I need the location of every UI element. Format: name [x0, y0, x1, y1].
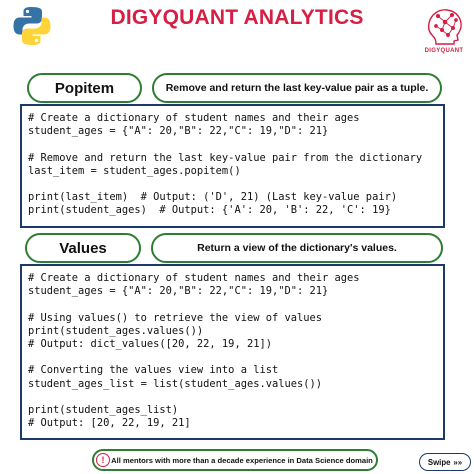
method-pill-popitem	[27, 73, 142, 103]
method-pill-values	[25, 233, 141, 263]
code-text: # Create a dictionary of student names and their ages student_ages = {"A": 20,"B": 22,"C": 19,"D": 21} # Remove and return the last key-value pair from the dictionary last_item = student_ages.popitem() print(last_item) # Output: ('D', 21) (Last key-value pair) print(student_ages) # Output: {'A': 20, 'B': 22, 'C': 19}	[28, 112, 423, 217]
description-pill-values	[151, 233, 443, 263]
exclamation-icon: !	[96, 453, 110, 467]
brand-name: DIGYQUANT	[424, 48, 464, 54]
swipe-label: Swipe	[427, 457, 451, 467]
code-block-values	[20, 264, 445, 440]
description-label: Return a view of the dictionary's values.	[197, 242, 397, 254]
brain-head-icon	[418, 2, 470, 60]
header	[0, 0, 474, 64]
mentor-note-text: All mentors with more than a decade experience in Data Science domain	[111, 455, 373, 465]
mentor-note-pill	[92, 449, 378, 471]
code-text: # Create a dictionary of student names and their ages student_ages = {"A": 20,"B": 22,"C": 19,"D": 21} # Using values() to retrieve the view of values print(student_ages.values()) # Output: dict_values([20, 22, 19, 21]) # Converting the values view into a list student_ages_list = list(student_ages.values()) print(student_ages_list) # Output: [20, 22, 19, 21]	[28, 272, 360, 430]
method-label: Values	[59, 239, 107, 257]
code-block-popitem	[20, 104, 445, 228]
page-title: DIGYQUANT ANALYTICS	[110, 6, 364, 29]
description-label: Remove and return the last key-value pair as a tuple.	[165, 82, 429, 94]
description-pill-popitem	[152, 73, 442, 103]
swipe-button[interactable]	[419, 453, 471, 471]
double-chevron-right-icon: »»	[453, 457, 463, 467]
method-label: Popitem	[54, 79, 115, 97]
